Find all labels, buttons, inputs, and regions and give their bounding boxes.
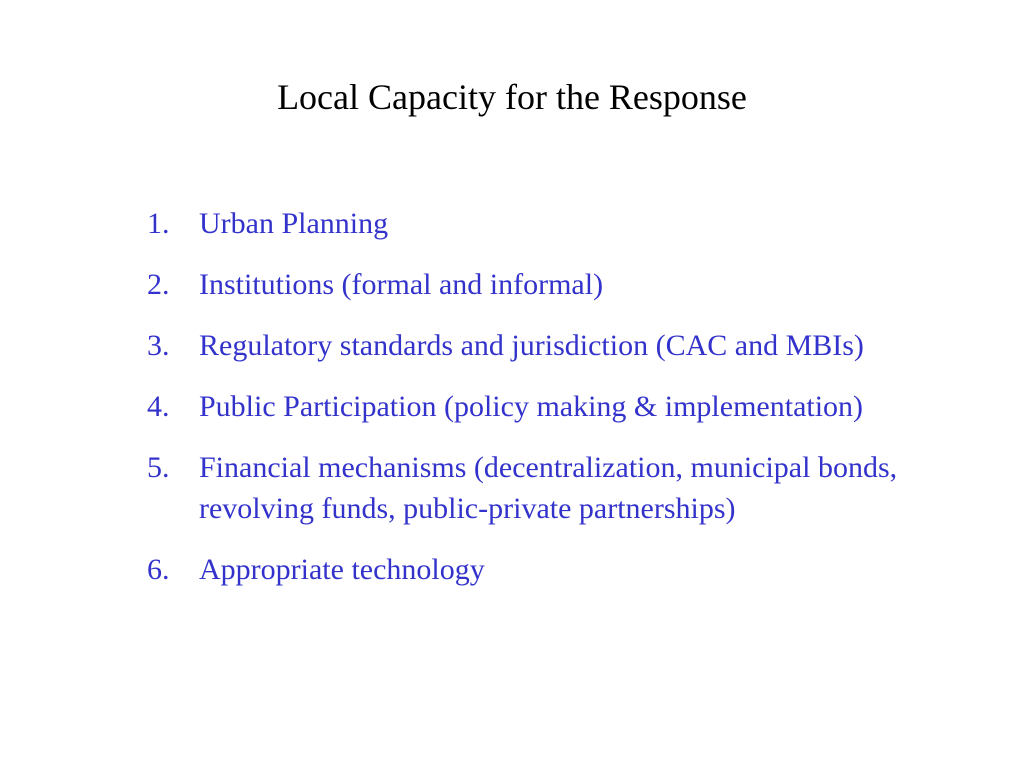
list-item-text: Appropriate technology	[199, 553, 485, 586]
list-item-text: Financial mechanisms (decentralization, municipal bonds, revolving funds, public-private partnerships)	[199, 451, 898, 525]
list-item-number: 6.	[147, 553, 170, 586]
list-item	[147, 325, 977, 366]
list-item	[147, 447, 977, 529]
list-item	[147, 549, 977, 590]
list-item-number: 5.	[147, 451, 170, 484]
list-item	[147, 386, 977, 427]
numbered-list	[147, 203, 977, 610]
list-item	[147, 264, 977, 305]
list-item-text: Urban Planning	[199, 207, 389, 240]
list-item-number: 2.	[147, 268, 170, 301]
list-item-number: 1.	[147, 207, 170, 240]
slide-title: Local Capacity for the Response	[277, 77, 747, 117]
list-item-text: Regulatory standards and jurisdiction (CAC and MBIs)	[199, 329, 864, 362]
list-item-number: 3.	[147, 329, 170, 362]
list-item	[147, 203, 977, 244]
list-item-number: 4.	[147, 390, 170, 423]
list-item-text: Institutions (formal and informal)	[199, 268, 604, 301]
list-item-text: Public Participation (policy making & implementation)	[199, 390, 864, 423]
